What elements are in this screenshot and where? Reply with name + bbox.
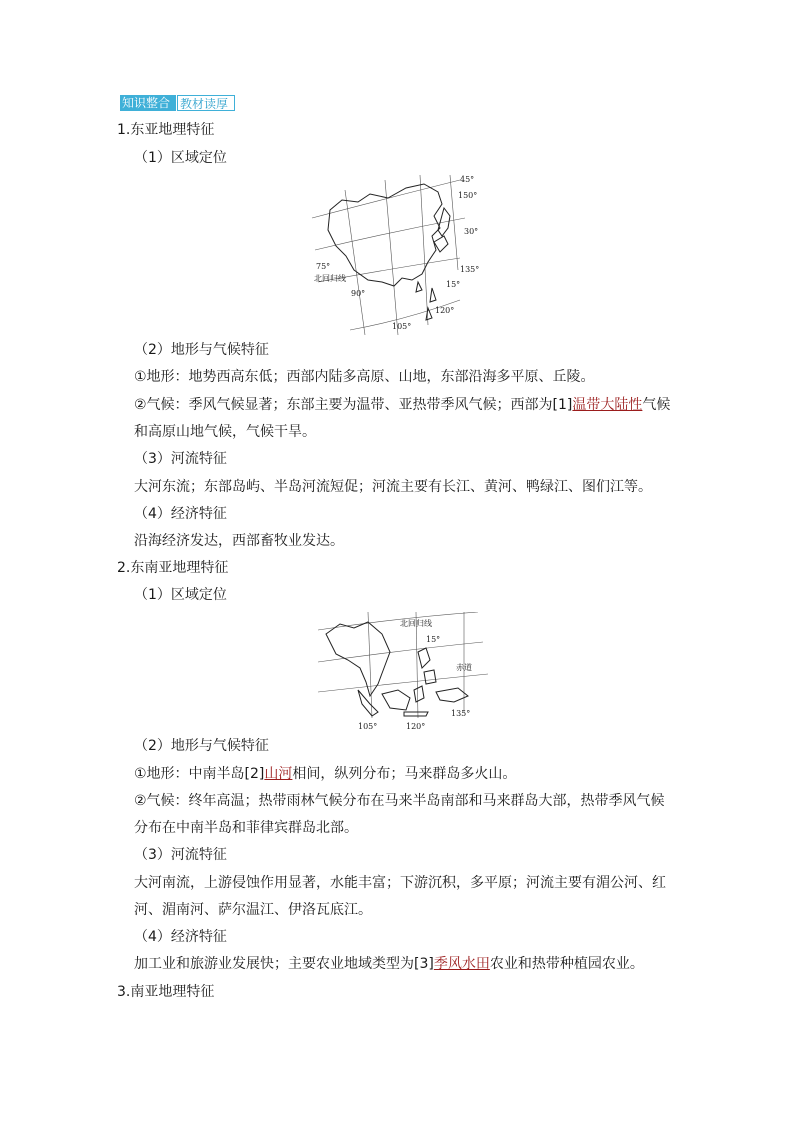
- map-label-lon135: 135°: [460, 265, 480, 274]
- east-asia-map-svg: [310, 170, 485, 335]
- map-label-lat15: 15°: [426, 635, 441, 644]
- section-1-location-heading: （1）区域定位: [134, 150, 227, 166]
- section-tag-textbook: 教材读厚: [177, 95, 235, 111]
- section-tag-knowledge: 知识整合: [120, 95, 176, 111]
- section-2-economy: [134, 954, 644, 974]
- section-2-economy-text: 加工业和旅游业发展快；主要农业地域类型为[3]: [134, 956, 434, 972]
- east-asia-map: [310, 170, 485, 335]
- section-2-title: 2.东南亚地理特征: [117, 560, 229, 576]
- section-1-economy: 沿海经济发达，西部畜牧业发达。: [134, 533, 344, 549]
- section-1-economy-heading: （4）经济特征: [134, 506, 227, 522]
- section-1-climate-line1: [134, 395, 670, 415]
- map-label-equator: 赤道: [456, 663, 472, 672]
- map-label-lon135: 135°: [451, 709, 471, 718]
- map-label-lon90: 90°: [351, 289, 366, 298]
- map-label-lat30: 30°: [464, 227, 479, 236]
- section-2-location-heading: （1）区域定位: [134, 587, 227, 603]
- map-label-lat45: 45°: [460, 175, 475, 184]
- section-2-terrain-heading: （2）地形与气候特征: [134, 738, 269, 754]
- section-2-river-line2: 河、湄南河、萨尔温江、伊洛瓦底江。: [134, 902, 372, 918]
- section-2-terrain: [134, 764, 516, 784]
- map-label-lon120: 120°: [435, 306, 455, 315]
- section-2-climate-line1: ②气候：终年高温；热带雨林气候分布在马来半岛南部和马来群岛大部，热带季风气候: [134, 793, 665, 809]
- section-1-title: 1.东亚地理特征: [117, 122, 215, 138]
- section-2-economy-heading: （4）经济特征: [134, 929, 227, 945]
- map-label-lon150: 150°: [458, 191, 478, 200]
- section-2-terrain-text-end: 相间，纵列分布；马来群岛多火山。: [292, 766, 517, 782]
- southeast-asia-map: [318, 612, 493, 734]
- section-1-climate-text-end: 气候: [642, 397, 671, 413]
- section-2-river-heading: （3）河流特征: [134, 847, 227, 863]
- section-1-river: 大河东流；东部岛屿、半岛河流短促；河流主要有长江、黄河、鸭绿江、图们江等。: [134, 479, 652, 495]
- section-1-climate-line2: 和高原山地气候，气候干旱。: [134, 424, 316, 440]
- southeast-asia-map-svg: [318, 612, 493, 734]
- section-1-river-heading: （3）河流特征: [134, 451, 227, 467]
- section-1-terrain: ①地形：地势西高东低；西部内陆多高原、山地，东部沿海多平原、丘陵。: [134, 369, 595, 385]
- map-label-tropic: 北回归线: [314, 274, 346, 283]
- section-2-climate-line2: 分布在中南半岛和菲律宾群岛北部。: [134, 820, 358, 836]
- answer-1: 温带大陆性: [572, 397, 643, 413]
- map-label-lon105: 105°: [392, 322, 412, 331]
- map-label-lon75: 75°: [316, 262, 331, 271]
- map-label-tropic: 北回归线: [400, 619, 432, 628]
- map-label-lon105: 105°: [358, 722, 378, 731]
- map-label-lon120: 120°: [406, 722, 426, 731]
- section-3-title: 3.南亚地理特征: [117, 984, 215, 1000]
- section-2-river-line1: 大河南流，上游侵蚀作用显著，水能丰富；下游沉积，多平原；河流主要有湄公河、红: [134, 875, 666, 891]
- answer-2: 山河: [264, 766, 293, 782]
- section-2-terrain-text: ①地形：中南半岛[2]: [134, 766, 265, 782]
- section-1-terrain-heading: （2）地形与气候特征: [134, 342, 269, 358]
- section-1-climate-text: ②气候：季风气候显著；东部主要为温带、亚热带季风气候；西部为[1]: [134, 397, 573, 413]
- section-2-economy-text-end: 农业和热带种植园农业。: [489, 956, 644, 972]
- answer-3: 季风水田: [433, 956, 490, 972]
- map-label-lat15: 15°: [446, 280, 461, 289]
